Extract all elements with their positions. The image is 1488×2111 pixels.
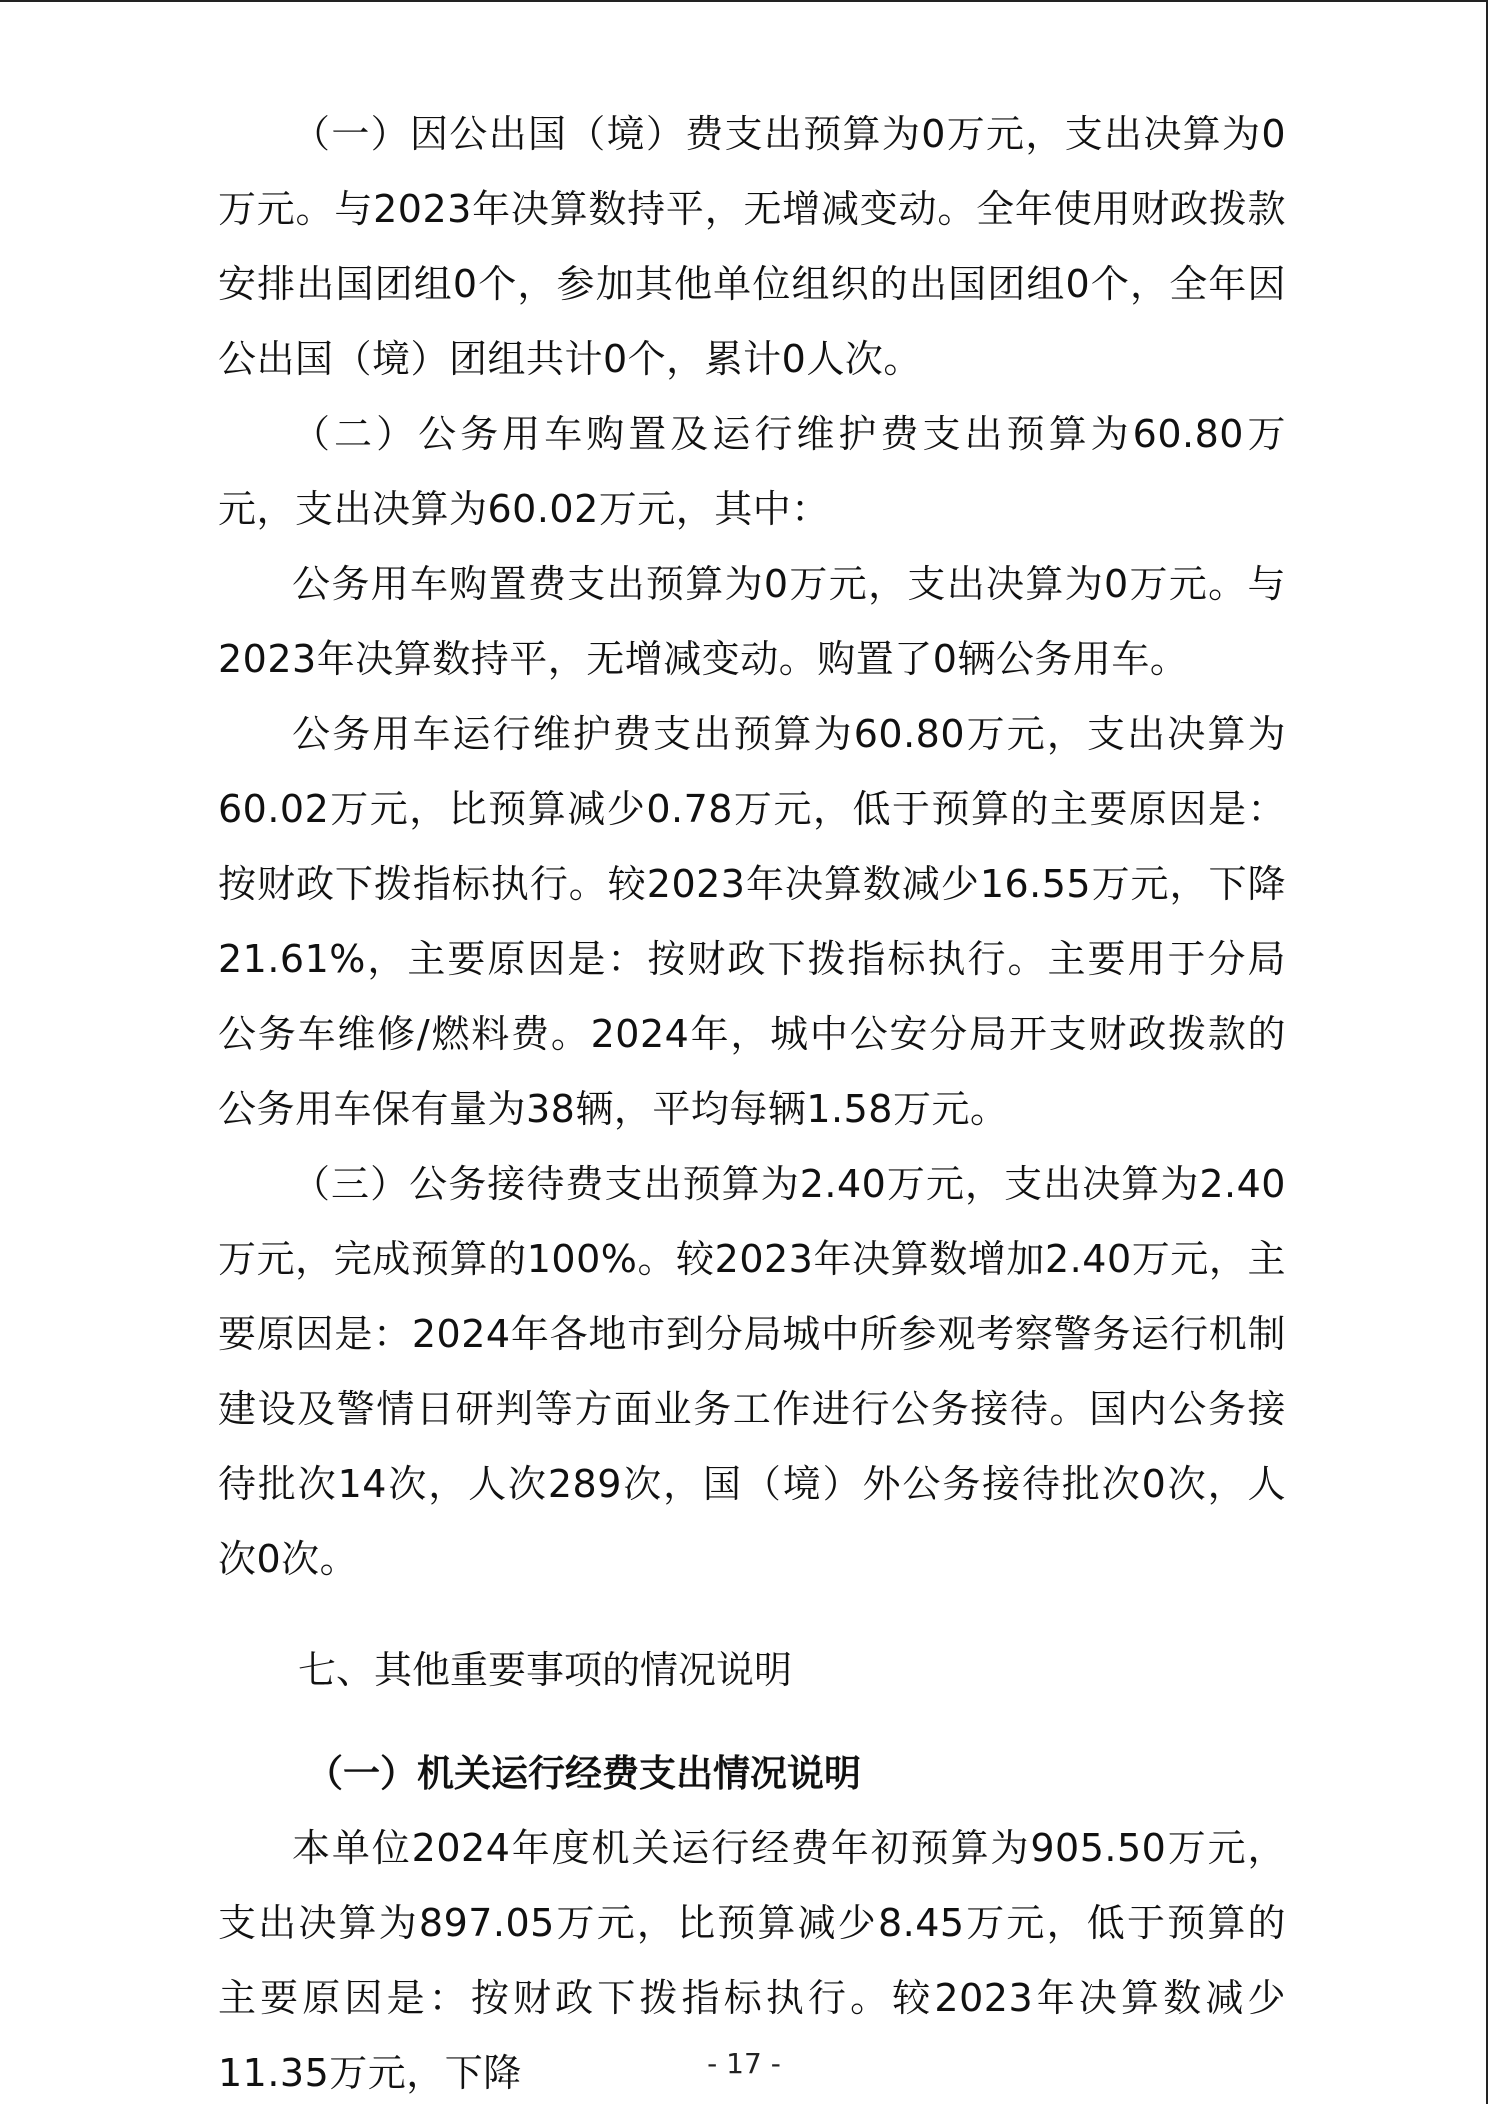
paragraph-vehicle-total: （二）公务用车购置及运行维护费支出预算为60.80万元，支出决算为60.02万元，其中： — [218, 412, 1286, 531]
section-heading: 七、其他重要事项的情况说明 — [298, 1648, 793, 1692]
sub-heading: （一）机关运行经费支出情况说明 — [306, 1752, 861, 1795]
page-content — [218, 97, 1286, 2111]
paragraph-operating-expenses: 本单位2024年度机关运行经费年初预算为905.50万元，支出决算为897.05万元，比预算减少8.45万元，低于预算的主要原因是：按财政下拨指标执行。较2023年决算数减少11.35万元，下降 — [218, 1826, 1286, 2095]
page-number: - 17 - — [707, 2047, 781, 2080]
paragraph-reception: （三）公务接待费支出预算为2.40万元，支出决算为2.40万元，完成预算的100%。较2023年决算数增加2.40万元，主要原因是：2024年各地市到分局城中所参观考察警务运行机制建设及警情日研判等方面业务工作进行公务接待。国内公务接待批次14次，人次289次，国（境）外公务接待批次0次，人次0次。 — [218, 1162, 1286, 1581]
paragraph-vehicle-maintenance: 公务用车运行维护费支出预算为60.80万元，支出决算为60.02万元，比预算减少0.78万元，低于预算的主要原因是：按财政下拨指标执行。较2023年决算数减少16.55万元，下降21.61%，主要原因是：按财政下拨指标执行。主要用于分局公务车维修/燃料费。2024年，城中公安分局开支财政拨款的公务用车保有量为38辆，平均每辆1.58万元。 — [218, 712, 1286, 1131]
paragraph-vehicle-purchase: 公务用车购置费支出预算为0万元，支出决算为0万元。与2023年决算数持平，无增减变动。购置了0辆公务用车。 — [218, 562, 1286, 681]
paragraph-overseas-travel: （一）因公出国（境）费支出预算为0万元，支出决算为0万元。与2023年决算数持平，无增减变动。全年使用财政拨款安排出国团组0个，参加其他单位组织的出国团组0个，全年因公出国（境）团组共计0个，累计0人次。 — [218, 112, 1286, 381]
